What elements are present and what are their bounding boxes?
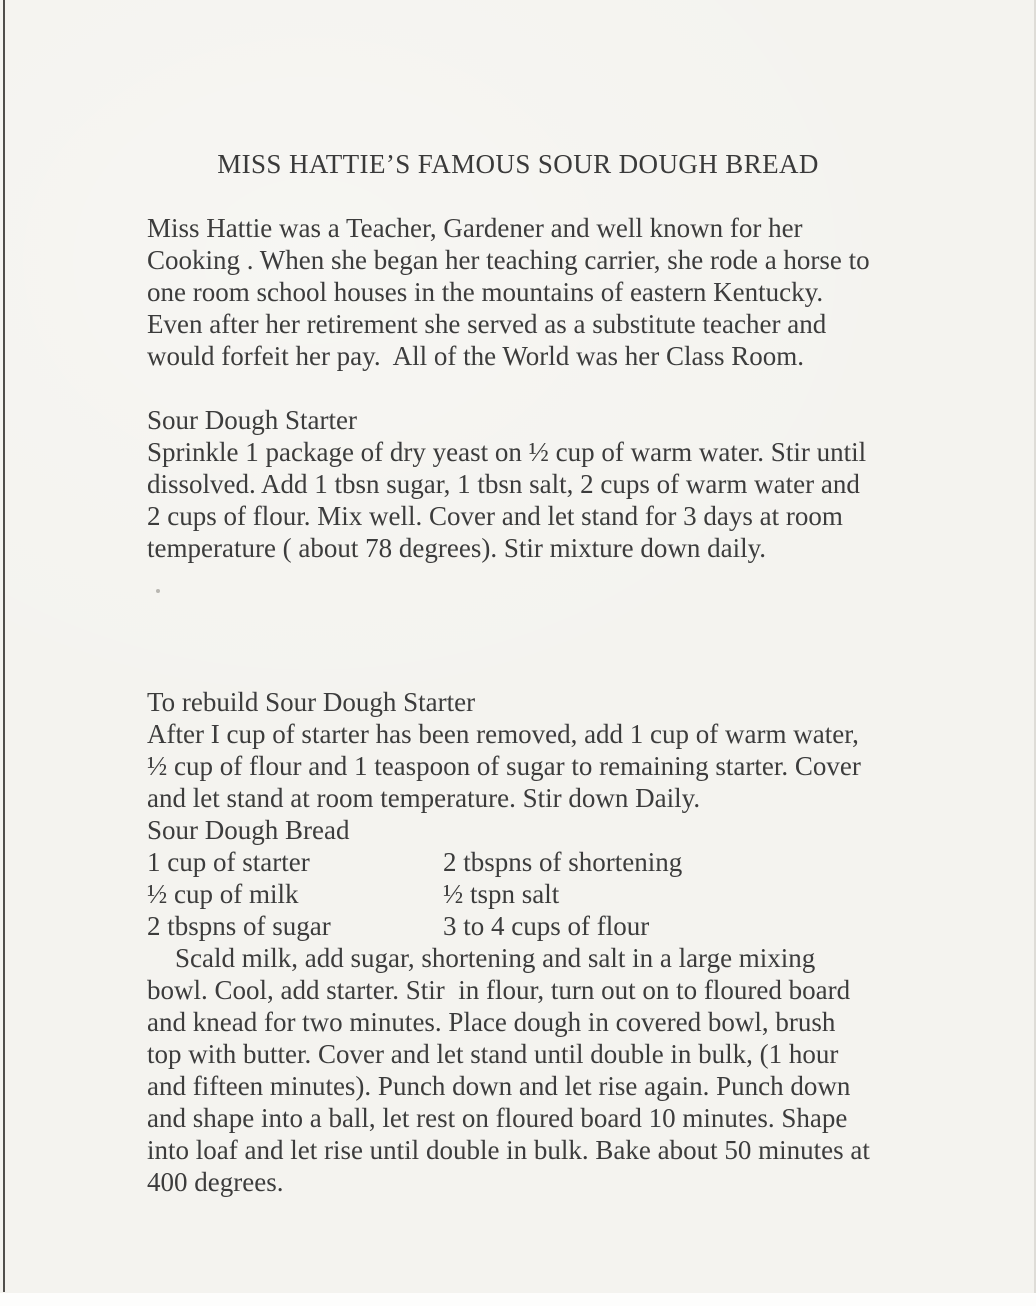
text-line: and let stand at room temperature. Stir down Daily. [147,783,701,813]
text-line: temperature ( about 78 degrees). Stir mixture down daily. [147,533,767,563]
scan-left-edge-line [3,0,5,1292]
bread-heading: Sour Dough Bread [147,815,350,845]
text-line: Cooking . When she began her teaching carrier, she rode a horse to [147,245,870,275]
text-line: Scald milk, add sugar, shortening and salt in a large mixing [175,943,816,973]
text-line: and shape into a ball, let rest on floured board 10 minutes. Shape [147,1103,848,1133]
text-line: ½ cup of flour and 1 teaspoon of sugar to remaining starter. Cover [147,751,861,781]
text-line: and fifteen minutes). Punch down and let rise again. Punch down [147,1071,851,1101]
text-line: ½ tspn salt [443,879,560,909]
rebuild-starter-paragraph [147,718,947,814]
text-line: into loaf and let rise until double in bulk. Bake about 50 minutes at [147,1135,870,1165]
intro-paragraph [147,212,947,372]
text-line: top with butter. Cover and let stand until double in bulk, (1 hour [147,1039,839,1069]
text-line: 2 cups of flour. Mix well. Cover and let stand for 3 days at room [147,501,843,531]
starter-heading: Sour Dough Starter [147,405,357,435]
text-line: Miss Hattie was a Teacher, Gardener and well known for her [147,213,803,243]
rebuild-starter-heading: To rebuild Sour Dough Starter [147,687,476,717]
text-line: 2 tbspns of sugar [147,911,331,941]
ingredients-right-column [443,846,682,942]
ingredients-left-column [147,846,443,942]
text-line: 400 degrees. [147,1167,284,1197]
text-line: dissolved. Add 1 tbsn sugar, 1 tbsn salt, 2 cups of warm water and [147,469,860,499]
text-line: Even after her retirement she served as a substitute teacher and [147,309,827,339]
method-paragraph [147,942,947,1198]
starter-section [147,404,947,564]
ingredients-table [147,846,947,942]
scan-artifact-dot [156,589,160,593]
text-line: 2 tbspns of shortening [443,847,683,877]
rebuild-starter-section [147,686,947,814]
scan-bottom-strip [0,1293,1036,1306]
text-line: and knead for two minutes. Place dough in covered bowl, brush [147,1007,836,1037]
text-line: bowl. Cool, add starter. Stir in flour, turn out on to floured board [147,975,851,1005]
text-line: Sprinkle 1 package of dry yeast on ½ cup of warm water. Stir until [147,437,867,467]
text-line: one room school houses in the mountains of eastern Kentucky. [147,277,824,307]
text-line: After I cup of starter has been removed, add 1 cup of warm water, [147,719,859,749]
text-line: would forfeit her pay. All of the World was her Class Room. [147,341,804,371]
text-line: 1 cup of starter [147,847,310,877]
page-title: MISS HATTIE’S FAMOUS SOUR DOUGH BREAD [217,149,819,179]
starter-paragraph [147,436,947,564]
text-line: ½ cup of milk [147,879,299,909]
text-line: 3 to 4 cups of flour [443,911,650,941]
